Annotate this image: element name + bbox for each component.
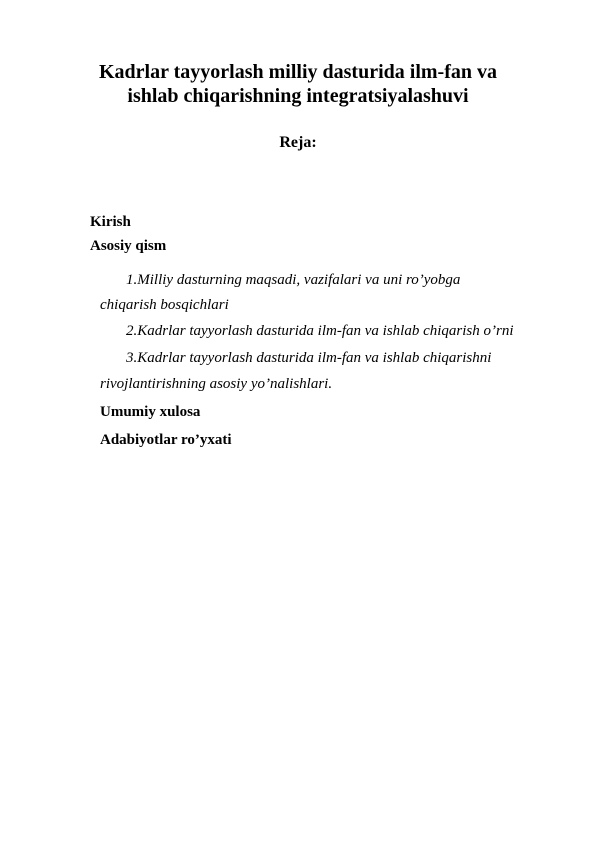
toc-item-number: 3. [126,350,138,366]
toc-item-1 [126,270,460,290]
toc-item-text: Kadrlar tayyorlash dasturida ilm-fan va ishlab chiqarishni [137,350,492,366]
toc-item-3 [126,348,491,368]
toc-item-2 [126,321,514,341]
toc-item-text: Kadrlar tayyorlash dasturida ilm-fan va ishlab chiqarish o’rni [137,323,514,339]
plan-heading: Reja: [279,134,317,151]
document-title-line-2: ishlab chiqarishning integratsiyalashuvi [127,85,469,107]
toc-main-part: Asosiy qism [90,238,167,254]
toc-conclusion: Umumiy xulosa [100,404,201,420]
toc-references: Adabiyotlar ro’yxati [100,432,232,448]
toc-item-3-continuation: rivojlantirishning asosiy yo’nalishlari. [100,376,333,392]
toc-item-number: 2. [126,323,138,339]
toc-item-number: 1. [126,272,138,288]
document-title-line-1: Kadrlar tayyorlash milliy dasturida ilm-fan va [99,61,497,83]
toc-item-text: Milliy dasturning maqsadi, vazifalari va uni ro’yobga [137,272,461,288]
toc-intro: Kirish [90,214,131,230]
toc-item-1-continuation: chiqarish bosqichlari [100,297,229,313]
